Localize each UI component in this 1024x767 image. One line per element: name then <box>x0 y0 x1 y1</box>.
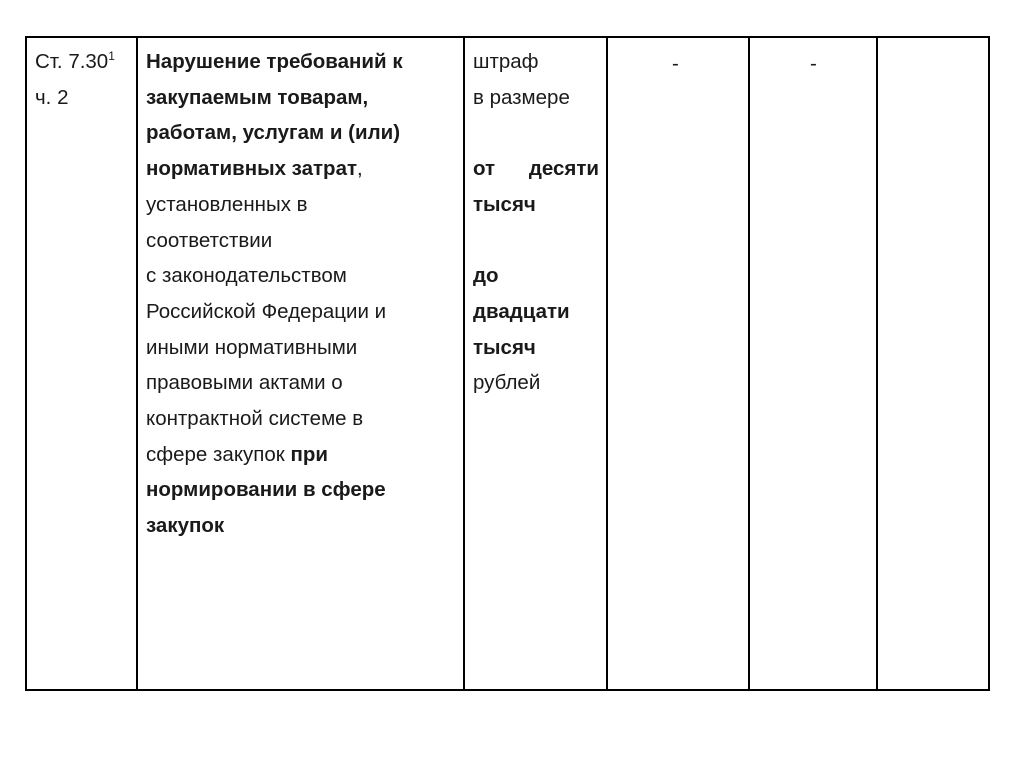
description-line: закупаемым товарам, <box>146 85 369 109</box>
penalty-line: в размере <box>473 85 570 109</box>
penalty-line: тысяч <box>473 335 536 359</box>
description-line: сфере закупок при <box>146 442 328 466</box>
penalty-gap <box>473 115 599 151</box>
penalty-line: от десяти <box>473 157 599 181</box>
article-number: Ст. 7.30$^1$ <box>35 49 115 73</box>
description-line: установленных в <box>146 192 308 216</box>
penalty-table <box>25 36 990 691</box>
description-line: нормативных затрат, <box>146 157 363 181</box>
penalty-gap <box>473 223 599 259</box>
description-line: контрактной системе в <box>146 407 364 431</box>
column-5-value: - <box>810 52 817 75</box>
penalty-line: тысяч <box>473 192 536 216</box>
column-5-cell <box>750 38 877 689</box>
article-part: ч. 2 <box>35 85 69 109</box>
column-4-value: - <box>672 52 679 75</box>
penalty-line: двадцати <box>473 299 570 323</box>
description-line: Российской Федерации и <box>146 299 387 323</box>
description-line: работам, услугам и (или) <box>146 121 401 145</box>
description-line: правовыми актами о <box>146 371 343 395</box>
column-4-cell <box>608 38 749 689</box>
article-superscript: 1 <box>108 49 115 64</box>
description-line: закупок <box>146 514 225 538</box>
description-line: Нарушение требований к <box>146 50 403 73</box>
description-line: с законодательством <box>146 264 347 288</box>
column-6-cell <box>878 38 988 689</box>
description-text <box>146 44 464 544</box>
penalty-line: до <box>473 264 499 288</box>
penalty-line: штраф <box>473 50 539 73</box>
article-cell <box>27 38 137 689</box>
penalty-cell <box>465 38 607 689</box>
penalty-text <box>473 44 599 401</box>
description-cell <box>138 38 464 689</box>
article-text <box>35 44 137 115</box>
description-line: нормировании в сфере <box>146 478 386 502</box>
description-line: иными нормативными <box>146 335 358 359</box>
penalty-line: рублей <box>473 371 541 395</box>
description-line: соответствии <box>146 228 273 252</box>
